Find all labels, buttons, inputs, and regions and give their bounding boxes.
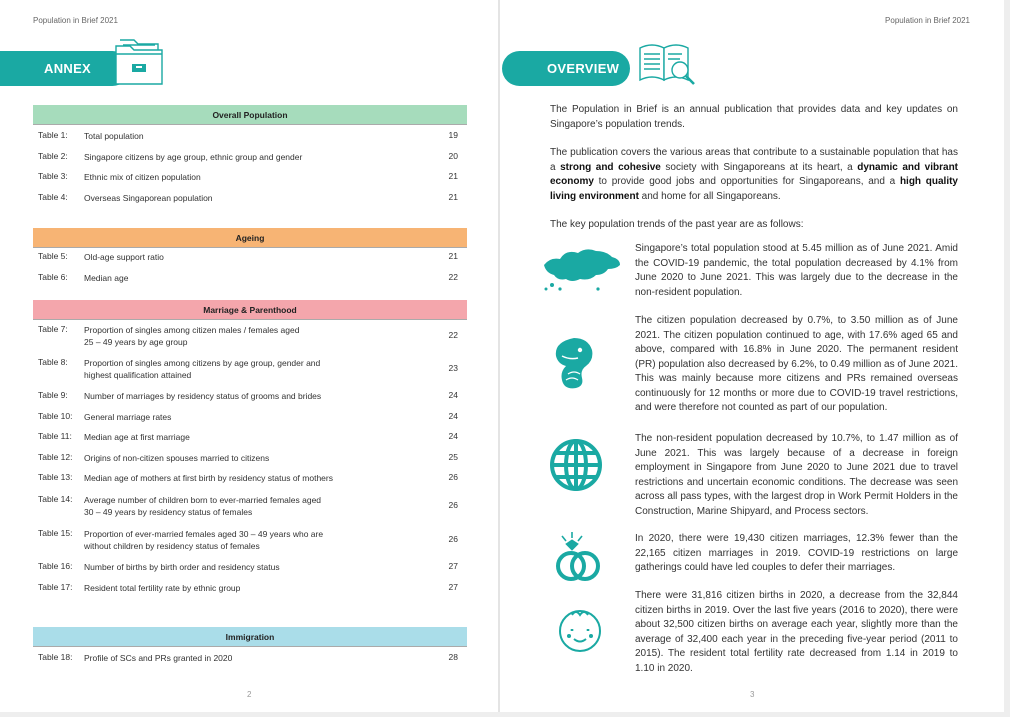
table-page-number: 23 [448, 363, 458, 373]
table-title-line: Ethnic mix of citizen population [84, 172, 201, 182]
text-run: to provide good jobs and opportunities for Singaporeans, and a [593, 176, 900, 187]
section-heading: Ageing [33, 228, 467, 247]
running-head: Population in Brief 2021 [33, 16, 118, 25]
toc-row[interactable] [38, 472, 458, 484]
toc-row[interactable] [38, 357, 458, 381]
table-title-line: Profile of SCs and PRs granted in 2020 [84, 653, 233, 663]
bold-phrase: dynamic and vibrant economy [550, 161, 959, 187]
table-page-number: 21 [448, 251, 458, 261]
bold-phrase: strong and cohesive [560, 161, 661, 173]
table-page-number: 27 [448, 582, 458, 592]
table-title-line: Median age [84, 273, 129, 283]
table-label: Table 7: [38, 324, 68, 334]
table-label: Table 14: [38, 494, 73, 504]
table-title-line: General marriage rates [84, 412, 172, 422]
baby-face-icon [554, 603, 606, 655]
table-label: Table 4: [38, 192, 68, 202]
table-page-number: 24 [448, 390, 458, 400]
section-rule [33, 319, 467, 320]
table-label: Table 15: [38, 528, 73, 538]
table-page-number: 21 [448, 192, 458, 202]
toc-row[interactable] [38, 652, 458, 664]
overview-banner: OVERVIEW [502, 51, 630, 86]
table-page-number: 26 [448, 500, 458, 510]
trend-paragraph: The citizen population decreased by 0.7%, to 3.50 million as of June 2021. The citizen population continued to age, with 17.6% aged 65 and above, compared with 16.8% in June 2020. The permanent resident (PR) population also decreased by 6.2%, to 0.49 million as of June 2021. This was mainly because more citizens and PRs remained overseas continuously for 12 months or more due to COVID-19 travel restrictions, and were therefore not counted as part of our population. [635, 315, 958, 413]
text-run: and home for all Singaporeans. [638, 190, 781, 202]
table-title [84, 272, 384, 284]
toc-row[interactable] [38, 192, 458, 204]
page-shadow [1004, 0, 1010, 717]
toc-row[interactable] [38, 272, 458, 284]
section-heading: Marriage & Parenthood [33, 300, 467, 319]
intro-paragraph-2 [550, 146, 958, 204]
toc-row[interactable] [38, 411, 458, 423]
section-rule [33, 247, 467, 248]
table-page-number: 19 [448, 130, 458, 140]
table-label: Table 9: [38, 390, 68, 400]
page-shadow [0, 712, 1010, 717]
table-title-line: Median age at first marriage [84, 432, 190, 442]
page-number: 3 [750, 690, 755, 699]
table-label: Table 6: [38, 272, 68, 282]
table-title [84, 130, 384, 142]
bold-phrase: high quality living environment [550, 176, 958, 202]
table-label: Table 10: [38, 411, 73, 421]
table-title-line: Singapore citizens by age group, ethnic group and gender [84, 152, 303, 162]
table-label: Table 1: [38, 130, 68, 140]
table-title-line: 30 – 49 years by residency status of females [84, 507, 253, 517]
section-heading: Overall Population [33, 105, 467, 124]
table-title [84, 494, 384, 518]
table-title-line: Proportion of singles among citizen males / females aged [84, 325, 300, 335]
toc-row[interactable] [38, 452, 458, 464]
folder-icon [110, 36, 168, 88]
toc-row[interactable] [38, 130, 458, 142]
table-title-line: Resident total fertility rate by ethnic group [84, 583, 241, 593]
trend-paragraph: There were 31,816 citizen births in 2020, a decrease from the 32,844 citizen births in 2019. Over the last five years (2016 to 2020), there were about 32,500 citizen births on average each year, slightly more than the average of 32,400 each year in the preceding five-year period (2011 to 2015). The resident total fertility rate decreased from 1.14 in 2019 to 1.10 in 2020. [635, 590, 958, 674]
table-title [84, 357, 384, 381]
table-title-line: Origins of non-citizen spouses married to citizens [84, 453, 270, 463]
trend-paragraph: In 2020, there were 19,430 citizen marriages, 12.3% fewer than the 22,165 citizen marriages in 2019. COVID-19 restrictions on large gatherings could have led couples to defer their marriages. [635, 533, 958, 573]
toc-row[interactable] [38, 431, 458, 443]
section-rule [33, 646, 467, 647]
toc-row[interactable] [38, 151, 458, 163]
table-title-line: Proportion of ever-married females aged 30 – 49 years who are [84, 529, 324, 539]
table-page-number: 22 [448, 330, 458, 340]
globe-icon [548, 437, 604, 493]
table-title [84, 324, 384, 348]
table-title-line: Proportion of singles among citizens by age group, gender and [84, 358, 321, 368]
intro-paragraph-3: The key population trends of the past year are as follows: [550, 219, 804, 230]
page-number: 2 [247, 690, 252, 699]
singapore-map-icon [538, 245, 624, 297]
trend-paragraph: The non-resident population decreased by 10.7%, to 1.47 million as of June 2021. This was largely because of a decrease in foreign employment in Singapore from June 2020 to June 2021 due to travel restrictions and uncertain economic conditions. The decrease was seen across all pass types, with the largest drop in Work Permit Holders in the Construction, Marine Shipyard, and Process sectors. [635, 433, 958, 517]
table-page-number: 24 [448, 411, 458, 421]
toc-row[interactable] [38, 251, 458, 263]
toc-row[interactable] [38, 324, 458, 348]
table-label: Table 3: [38, 171, 68, 181]
toc-row[interactable] [38, 390, 458, 402]
table-title-line: Old-age support ratio [84, 252, 164, 262]
table-title [84, 192, 384, 204]
table-title [84, 171, 384, 183]
table-page-number: 26 [448, 534, 458, 544]
table-title-line: Total population [84, 131, 144, 141]
table-page-number: 25 [448, 452, 458, 462]
table-title-line: Median age of mothers at first birth by residency status of mothers [84, 473, 333, 483]
toc-row[interactable] [38, 494, 458, 518]
table-page-number: 22 [448, 272, 458, 282]
table-label: Table 13: [38, 472, 73, 482]
table-label: Table 2: [38, 151, 68, 161]
table-title [84, 151, 384, 163]
table-title-line: Number of marriages by residency status of grooms and brides [84, 391, 322, 401]
toc-row[interactable] [38, 528, 458, 552]
merlion-icon [550, 334, 600, 392]
table-label: Table 8: [38, 357, 68, 367]
open-book-magnifier-icon [636, 38, 698, 88]
table-label: Table 12: [38, 452, 73, 462]
table-label: Table 5: [38, 251, 68, 261]
right-page [500, 0, 1004, 717]
table-title-line: Number of births by birth order and residency status [84, 562, 280, 572]
text-run: society with Singaporeans at its heart, a [660, 161, 858, 173]
table-title-line: 25 – 49 years by age group [84, 337, 188, 347]
left-page [0, 0, 499, 717]
table-page-number: 28 [448, 652, 458, 662]
table-title-line: Overseas Singaporean population [84, 193, 213, 203]
text-run: The publication covers the various areas that contribute to a sustainable population that has a [550, 147, 958, 173]
table-label: Table 18: [38, 652, 73, 662]
table-title [84, 582, 384, 594]
toc-row[interactable] [38, 171, 458, 183]
table-title [84, 652, 384, 664]
table-title [84, 431, 384, 443]
table-title [84, 561, 384, 573]
section-heading: Immigration [33, 627, 467, 646]
wedding-rings-icon [552, 528, 604, 584]
table-title [84, 472, 384, 484]
table-title [84, 251, 384, 263]
table-title [84, 452, 384, 464]
table-label: Table 11: [38, 431, 72, 441]
table-label: Table 16: [38, 561, 73, 571]
table-title-line: highest qualification attained [84, 370, 192, 380]
section-rule [33, 124, 467, 125]
running-head: Population in Brief 2021 [885, 16, 970, 25]
table-title [84, 528, 384, 552]
table-title-line: Average number of children born to ever-married females aged [84, 495, 322, 505]
table-title-line: without children by residency status of females [84, 541, 260, 551]
toc-row[interactable] [38, 561, 458, 573]
table-title [84, 390, 384, 402]
toc-row[interactable] [38, 582, 458, 594]
trend-paragraph: Singapore’s total population stood at 5.45 million as of June 2021. Amid the COVID-19 pandemic, the total population decreased by 4.1% from June 2020 to June 2021. This was largely due to the decrease in the non-resident population. [635, 243, 958, 298]
table-page-number: 21 [448, 171, 458, 181]
intro-paragraph-1: The Population in Brief is an annual publication that provides data and key updates on Singapore’s population trends. [550, 104, 958, 130]
table-page-number: 24 [448, 431, 458, 441]
table-title [84, 411, 384, 423]
table-page-number: 27 [448, 561, 458, 571]
annex-banner: ANNEX [0, 51, 130, 86]
table-label: Table 17: [38, 582, 73, 592]
table-page-number: 26 [448, 472, 458, 482]
table-page-number: 20 [448, 151, 458, 161]
